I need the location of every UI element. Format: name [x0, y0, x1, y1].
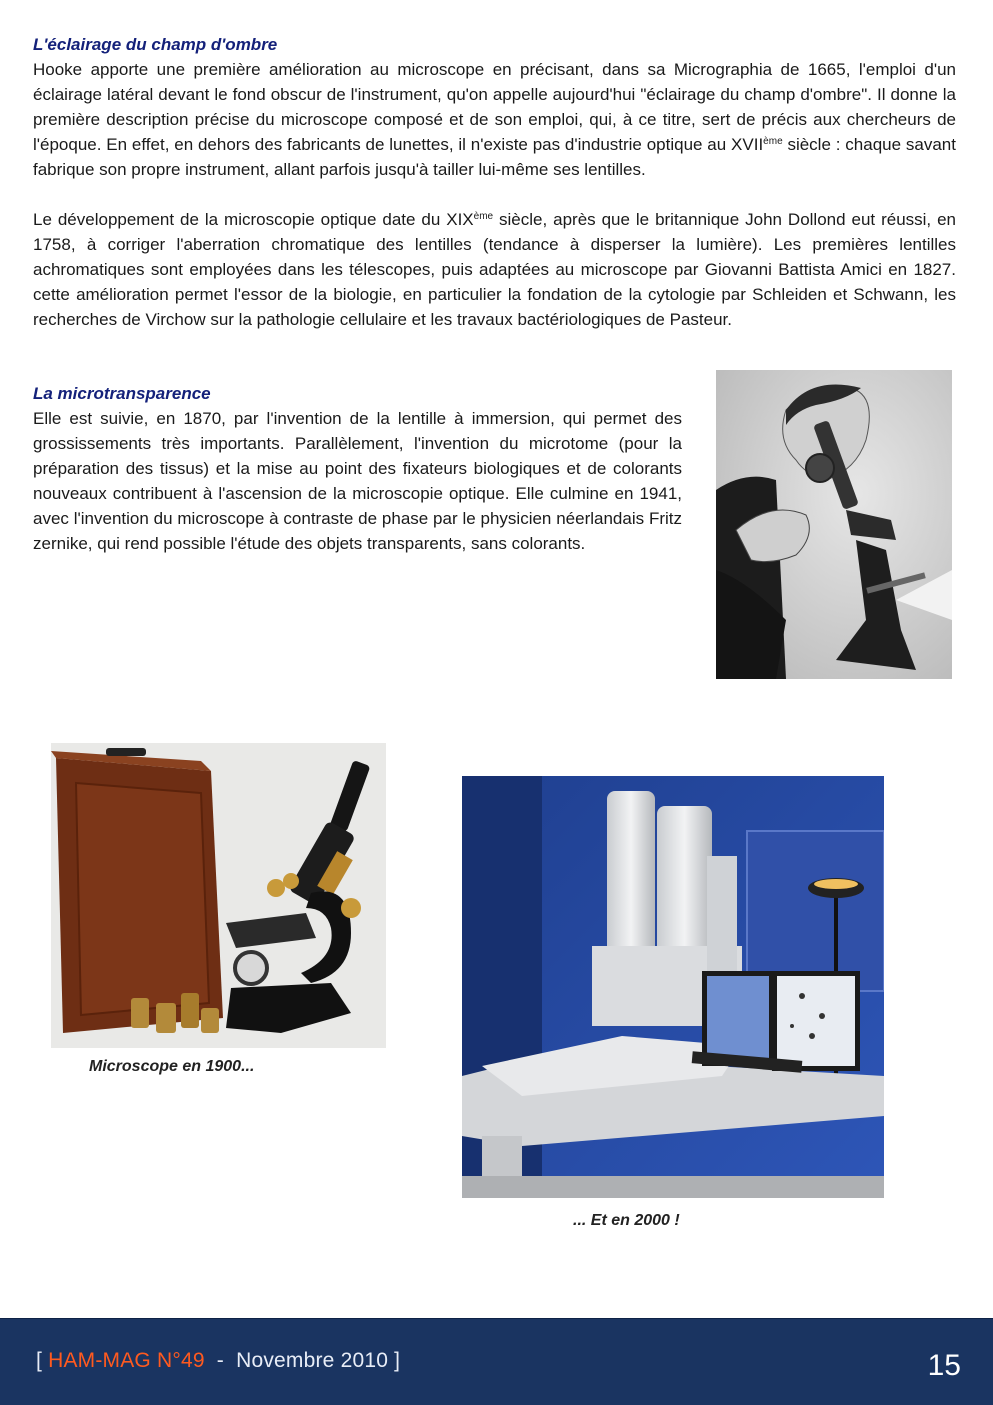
page-footer	[0, 1318, 993, 1405]
paragraph-immersion: Elle est suivie, en 1870, par l'invention de la lentille à immersion, qui permet des grossissements très importants. Parallèlement, l'invention du microtome (pour la préparation des tissus) et la mise au point des fixateurs biologiques et de colorants nouveaux contribuent à l'ascension de la microscopie optique. Elle culmine en 1941, avec l'invention du microscope à contraste de phase par le physicien néerlandais Fritz zernike, qui rend possible l'étude des objets transparents, sans colorants.	[33, 409, 682, 553]
paragraph-hooke: Hooke apporte une première amélioration au microscope en précisant, dans sa Micrographia de 1665, l'emploi d'un éclairage latéral devant le fond obscur de l'instrument, qu'on appelle aujourd'hui "éclairage du champ d'ombre". Il donne la première description précise du microscope composé et de son emploi, qui, à ce titre, sert de précis aux chercheurs de l'époque. En effet, en dehors des fabricants de lunettes, il n'existe pas d'industrie optique au XVIIème siècle : chaque savant fabrique son propre instrument, allant parfois jusqu'à tailler lui-même ses lentilles.	[33, 60, 956, 179]
paragraph-dollond: Le développement de la microscopie optique date du XIXème siècle, après que le britannique John Dollond eut réussi, en 1758, à corriger l'aberration chromatique des lentilles (tendance à disperser la lumière). Les premières lentilles achromatiques sont employées dans les télescopes, puis adaptées au microscope par Giovanni Battista Amici en 1827. cette amélioration permet l'essor de la biologie, en particulier la fondation de la cytologie par Schleiden et Schwann, les recherches de Virchow sur la pathologie cellulaire et les travaux bactériologiques de Pasteur.	[33, 210, 956, 329]
caption-1900: Microscope en 1900...	[89, 1058, 255, 1075]
magazine-name: HAM-MAG N°49	[48, 1349, 205, 1372]
microscope-1900-photo	[51, 743, 386, 1048]
section-heading-champ-ombre: L'éclairage du champ d'ombre	[33, 35, 278, 54]
issue-date: Novembre 2010	[236, 1349, 389, 1372]
section-heading-microtransparence: La microtransparence	[33, 384, 211, 403]
footer-issue-label: [ HAM-MAG N°49 - Novembre 2010 ]	[36, 1349, 401, 1372]
man-microscope-photo	[716, 370, 952, 679]
caption-2000: ... Et en 2000 !	[573, 1212, 680, 1229]
electron-microscope-2000-photo	[462, 776, 884, 1198]
page-number: 15	[927, 1349, 961, 1382]
